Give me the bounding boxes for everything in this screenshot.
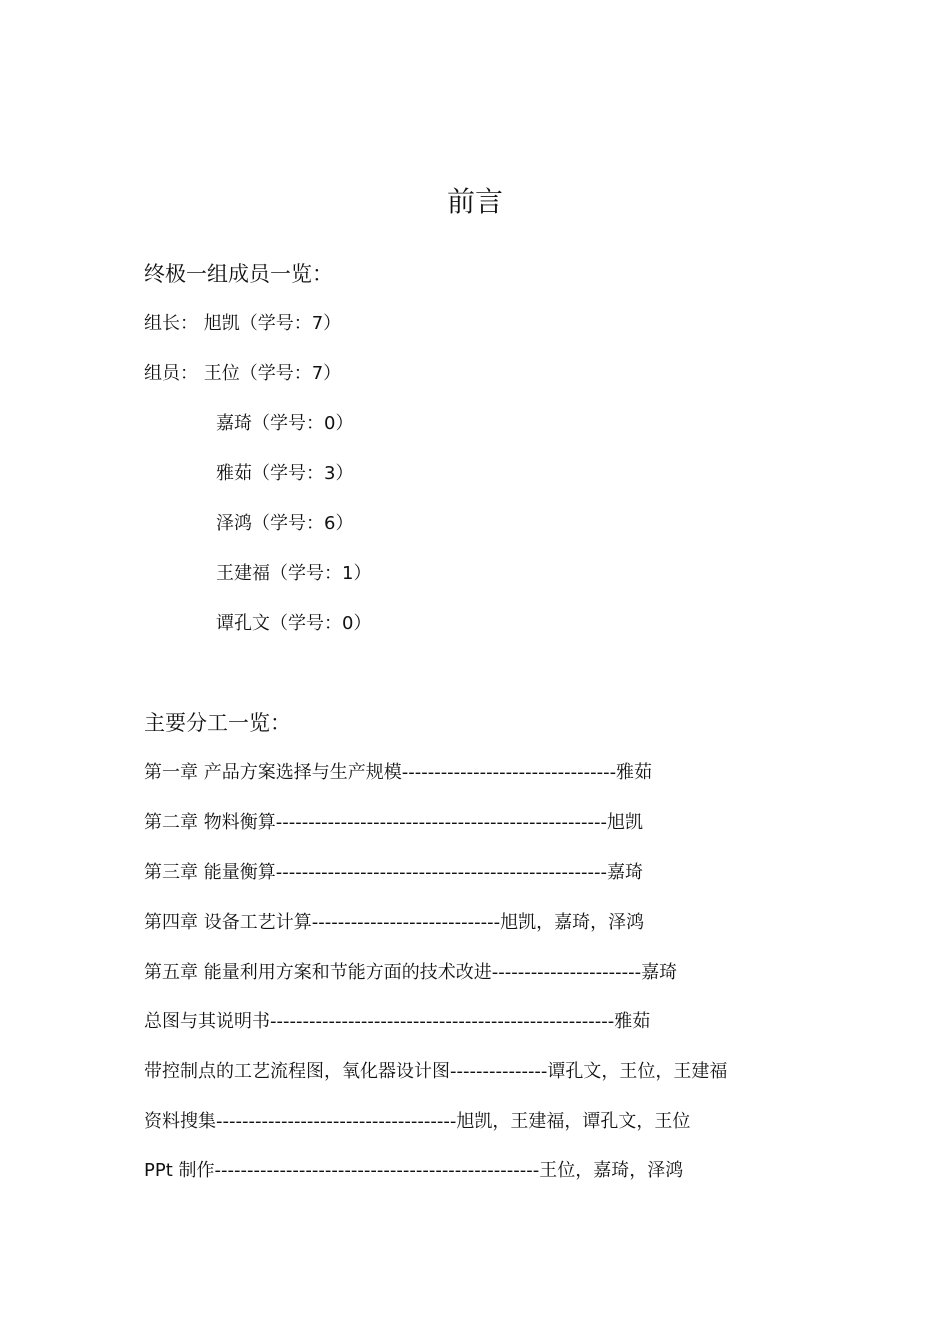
member-line: 雅茹（学号：3）	[216, 463, 354, 484]
leader-line: 组长： 旭凯（学号：7）	[144, 313, 342, 334]
member-line: 泽鸿（学号：6）	[216, 513, 354, 534]
task-line: 带控制点的工艺流程图，氧化器设计图---------------谭孔文，王位，王建福	[144, 1061, 728, 1082]
member-line-first: 组员： 王位（学号：7）	[144, 363, 342, 384]
task-line: 第三章 能量衡算---------------------------------------------------嘉琦	[144, 862, 643, 883]
page-title: 前言	[446, 185, 503, 218]
members-heading: 终极一组成员一览：	[144, 262, 333, 286]
member-line: 王建福（学号：1）	[216, 563, 372, 584]
task-line: 资料搜集-------------------------------------旭凯，王建福，谭孔文，王位	[144, 1111, 691, 1132]
task-line: PPt 制作--------------------------------------------------王位，嘉琦，泽鸿	[144, 1160, 684, 1181]
member-line: 嘉琦（学号：0）	[216, 413, 354, 434]
task-line: 第四章 设备工艺计算-----------------------------旭凯，嘉琦，泽鸿	[144, 912, 645, 933]
tasks-heading: 主要分工一览：	[144, 711, 291, 735]
member-line: 谭孔文（学号：0）	[216, 613, 372, 634]
task-line: 第二章 物料衡算---------------------------------------------------旭凯	[144, 812, 643, 833]
task-line: 总图与其说明书-----------------------------------------------------雅茹	[144, 1011, 651, 1032]
task-line: 第一章 产品方案选择与生产规模---------------------------------雅茹	[144, 762, 653, 783]
task-line: 第五章 能量利用方案和节能方面的技术改进-----------------------嘉琦	[144, 962, 678, 983]
